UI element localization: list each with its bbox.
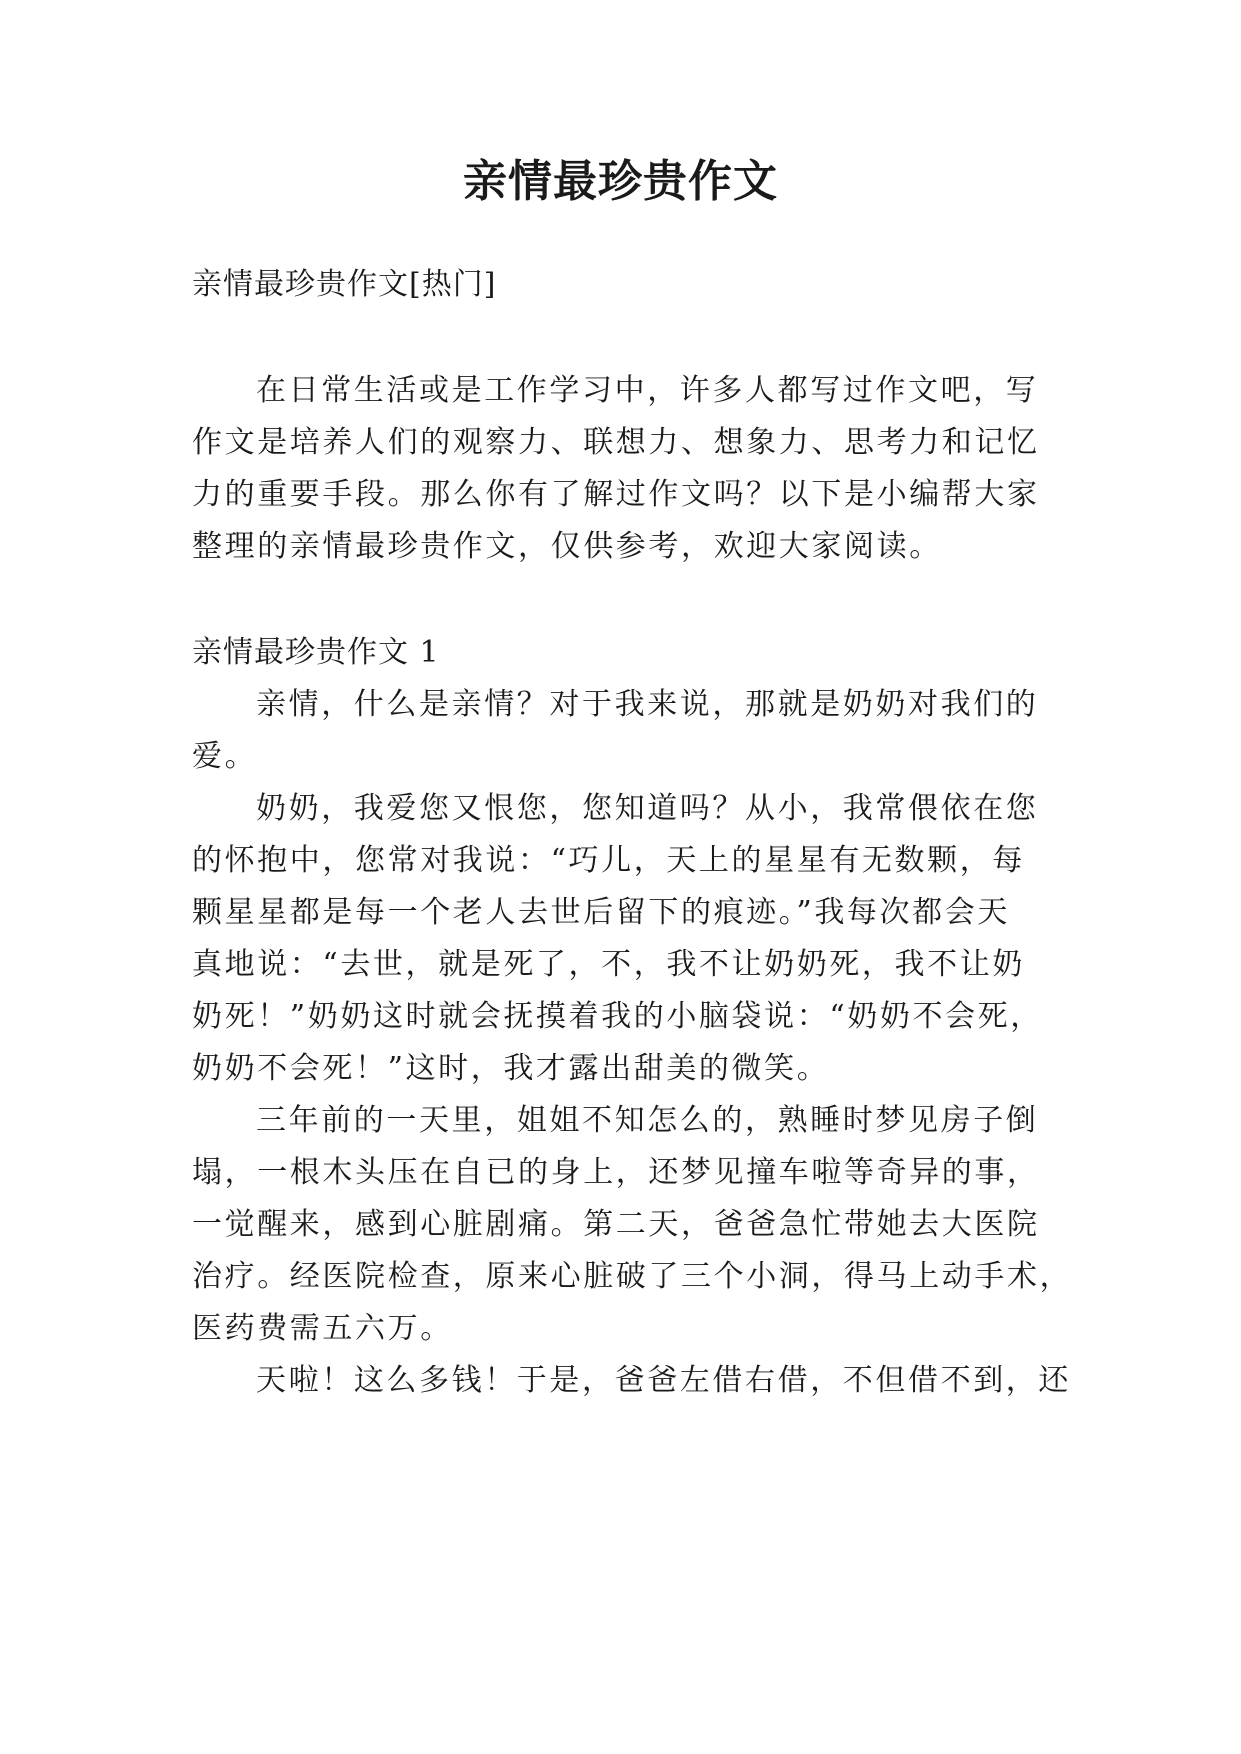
body-line: 天啦！这么多钱！于是，爸爸左借右借，不但借不到，还 bbox=[256, 1363, 1071, 1398]
body-line: 奶死！”奶奶这时就会抚摸着我的小脑袋说：“奶奶不会死， bbox=[192, 999, 1043, 1034]
section-heading: 亲情最珍贵作文 1 bbox=[192, 635, 440, 670]
intro-line: 在日常生活或是工作学习中，许多人都写过作文吧，写 bbox=[256, 373, 1039, 408]
body-line: 真地说：“去世，就是死了，不，我不让奶奶死，我不让奶 bbox=[192, 947, 1025, 982]
document-subtitle: 亲情最珍贵作文[热门] bbox=[192, 267, 497, 302]
body-line: 三年前的一天里，姐姐不知怎么的，熟睡时梦见房子倒 bbox=[256, 1103, 1039, 1138]
body-line: 亲情，什么是亲情？对于我来说，那就是奶奶对我们的 bbox=[256, 687, 1039, 722]
body-line: 医药费需五六万。 bbox=[192, 1311, 453, 1346]
intro-line: 力的重要手段。那么你有了解过作文吗？以下是小编帮大家 bbox=[192, 477, 1040, 512]
body-line: 一觉醒来，感到心脏剧痛。第二天，爸爸急忙带她去大医院 bbox=[192, 1207, 1040, 1242]
body-line: 爱。 bbox=[192, 739, 258, 774]
body-line: 的怀抱中，您常对我说：“巧儿，天上的星星有无数颗，每 bbox=[192, 843, 1025, 878]
body-line: 治疗。经医院检查，原来心脏破了三个小洞，得马上动手术， bbox=[192, 1259, 1073, 1294]
intro-line: 作文是培养人们的观察力、联想力、想象力、思考力和记忆 bbox=[192, 425, 1040, 460]
intro-line: 整理的亲情最珍贵作文，仅供参考，欢迎大家阅读。 bbox=[192, 529, 942, 564]
body-line: 塌，一根木头压在自已的身上，还梦见撞车啦等奇异的事， bbox=[192, 1155, 1040, 1190]
body-line: 颗星星都是每一个老人去世后留下的痕迹。”我每次都会天 bbox=[192, 895, 1010, 930]
document-title: 亲情最珍贵作文 bbox=[463, 156, 778, 207]
body-line: 奶奶不会死！”这时，我才露出甜美的微笑。 bbox=[192, 1051, 830, 1086]
body-line: 奶奶，我爱您又恨您，您知道吗？从小，我常偎依在您 bbox=[256, 791, 1039, 826]
